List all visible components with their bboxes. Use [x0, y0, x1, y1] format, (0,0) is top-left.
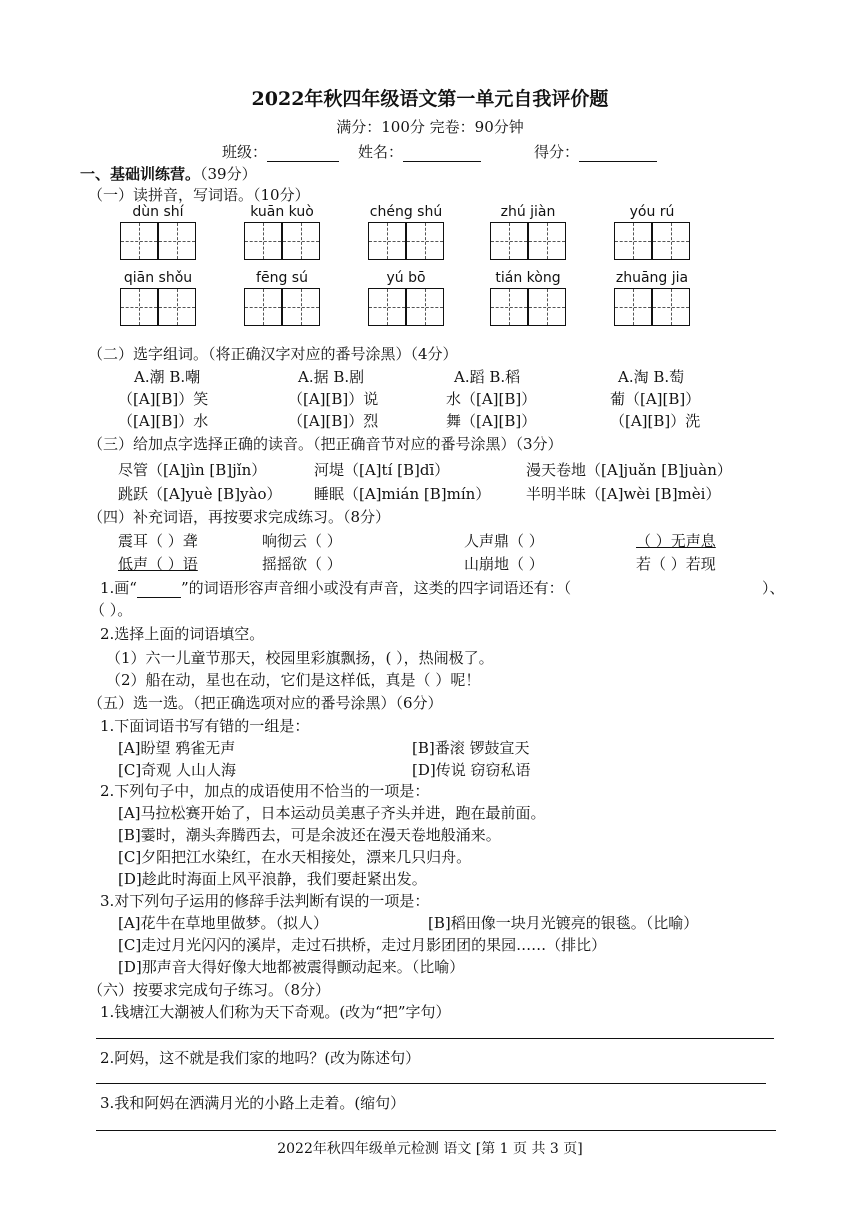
writing-box[interactable] — [120, 288, 158, 326]
choice-item[interactable]: （[A][B]）烈 — [288, 412, 379, 430]
writing-box[interactable] — [244, 288, 282, 326]
pinyin: zhú jiàn — [500, 204, 556, 220]
part1-title: （一）读拼音，写词语。（10分） — [88, 186, 310, 204]
part5-title: （五）选一选。（把正确选项对应的番号涂黑）（6分） — [88, 694, 443, 712]
pinyin: yóu rú — [629, 204, 675, 220]
answer-line[interactable] — [96, 1038, 774, 1039]
score-field — [534, 141, 657, 162]
q-text: ）、 — [762, 579, 785, 597]
part4-title: （四）补充词语，再按要求完成练习。（8分） — [88, 508, 391, 526]
pinyin: tián kòng — [495, 270, 561, 286]
answer-blank[interactable]: （ ）。 — [90, 601, 133, 619]
class-label: 班级： — [222, 143, 268, 161]
option-item[interactable]: [D]趁此时海面上风平浪静，我们要赶紧出发。 — [118, 870, 427, 888]
question-4-1 — [100, 577, 571, 598]
pinyin: dùn shí — [132, 204, 184, 220]
section1-title: 一、基础训练营。 — [80, 165, 201, 183]
name-label: 姓名： — [358, 143, 404, 161]
option-item[interactable]: [B]霎时，潮头奔腾西去，可是余波还在漫天卷地般涌来。 — [118, 826, 501, 844]
reading-item[interactable]: 河堤（[A]tí [B]dī） — [314, 461, 450, 479]
answer-line[interactable] — [96, 1083, 766, 1084]
part3-title: （三）给加点字选择正确的读音。（把正确音节对应的番号涂黑）（3分） — [88, 435, 563, 453]
name-field — [358, 141, 481, 162]
score-blank[interactable] — [579, 147, 657, 162]
writing-box[interactable] — [652, 222, 690, 260]
choice-item[interactable]: （[A][B]）说 — [288, 390, 379, 408]
q-text: ”的词语形容声音细小或没有声音，这类的四字词语还有：（ — [180, 579, 572, 597]
pinyin: zhuāng jia — [615, 270, 689, 286]
pinyin: fēng sú — [256, 270, 308, 286]
writing-box[interactable] — [406, 222, 444, 260]
option-item[interactable]: [C]夕阳把江水染红，在水天相接处，漂来几只归舟。 — [118, 848, 472, 866]
question-6-1: 1.钱塘江大潮被人们称为天下奇观。(改为“把”字句） — [100, 1003, 451, 1021]
answer-line[interactable] — [96, 1130, 776, 1131]
char-options: A.据 B.剧 — [298, 368, 365, 386]
choice-item[interactable]: （[A][B]）水 — [118, 412, 209, 430]
idiom-blank[interactable]: 摇摇欲（ ） — [262, 555, 342, 573]
score-label: 得分： — [534, 143, 580, 161]
page-footer: 2022年秋四年级单元检测 语文 [第 1 页 共 3 页] — [277, 1141, 583, 1157]
question-5-1: 1.下面词语书写有错的一组是： — [100, 717, 310, 735]
reading-item[interactable]: 跳跃（[A]yuè [B]yào） — [118, 485, 282, 503]
writing-box[interactable] — [406, 288, 444, 326]
q-text: 1.画“ — [100, 579, 137, 597]
pinyin: chéng shú — [369, 204, 443, 220]
question-4-2-2[interactable]: （2）船在动，星也在动，它们是这样低，真是（ ）呢！ — [106, 671, 481, 689]
idiom-blank[interactable]: 震耳（ ）聋 — [118, 532, 198, 550]
choice-item[interactable]: 舞（[A][B]） — [446, 412, 537, 430]
underline-sample — [137, 585, 181, 598]
question-4-2-1[interactable]: （1）六一儿童节那天，校园里彩旗飘扬，( ），热闹极了。 — [106, 649, 494, 667]
writing-box[interactable] — [282, 222, 320, 260]
class-field — [222, 141, 339, 162]
pinyin: kuān kuò — [250, 204, 314, 220]
option-item[interactable]: [A]盼望 鸦雀无声 — [118, 739, 236, 757]
idiom-blank[interactable]: 响彻云（ ） — [262, 532, 342, 550]
writing-box[interactable] — [158, 288, 196, 326]
reading-item[interactable]: 漫天卷地（[A]juǎn [B]juàn） — [526, 461, 732, 479]
choice-item[interactable]: （[A][B]）洗 — [610, 412, 701, 430]
writing-box[interactable] — [244, 222, 282, 260]
part2-title: （二）选字组词。（将正确汉字对应的番号涂黑）（4分） — [88, 345, 458, 363]
question-5-2: 2.下列句子中，加点的成语使用不恰当的一项是： — [100, 782, 430, 800]
char-options: A.蹈 B.稻 — [454, 368, 521, 386]
writing-box[interactable] — [368, 288, 406, 326]
idiom-blank[interactable]: 若（ ）若现 — [636, 555, 716, 573]
option-item[interactable]: [B]稻田像一块月光镀亮的银毯。（比喻） — [428, 914, 699, 932]
option-item[interactable]: [B]番滚 锣鼓宣天 — [412, 739, 530, 757]
question-6-3: 3.我和阿妈在洒满月光的小路上走着。(缩句） — [100, 1094, 406, 1112]
char-options: A.淘 B.萄 — [618, 368, 685, 386]
idiom-blank[interactable]: 低声（ ）语 — [118, 555, 198, 573]
writing-box[interactable] — [528, 288, 566, 326]
reading-item[interactable]: 半明半昧（[A]wèi [B]mèi） — [526, 485, 721, 503]
part6-title: （六）按要求完成句子练习。（8分） — [88, 981, 331, 999]
question-4-2: 2.选择上面的词语填空。 — [100, 625, 265, 643]
reading-item[interactable]: 睡眠（[A]mián [B]mín） — [314, 485, 491, 503]
writing-box[interactable] — [614, 288, 652, 326]
question-5-3: 3.对下列句子运用的修辞手法判断有误的一项是： — [100, 892, 430, 910]
writing-box[interactable] — [652, 288, 690, 326]
pinyin: yú bō — [386, 270, 426, 286]
choice-item[interactable]: （[A][B]）笑 — [118, 390, 209, 408]
writing-box[interactable] — [282, 288, 320, 326]
writing-box[interactable] — [490, 288, 528, 326]
idiom-blank[interactable]: 山崩地（ ） — [464, 555, 544, 573]
section1-points: （39分） — [200, 165, 257, 183]
writing-box[interactable] — [528, 222, 566, 260]
reading-item[interactable]: 尽管（[A]jìn [B]jǐn） — [118, 461, 267, 479]
option-item[interactable]: [D]传说 窃窃私语 — [412, 761, 531, 779]
choice-item[interactable]: 水（[A][B]） — [446, 390, 537, 408]
section1-heading — [80, 163, 257, 184]
option-item[interactable]: [C]奇观 人山人海 — [118, 761, 236, 779]
score-info: 满分：100分 完卷：90分钟 — [336, 118, 524, 136]
writing-box[interactable] — [120, 222, 158, 260]
writing-box[interactable] — [368, 222, 406, 260]
idiom-blank[interactable]: （ ）无声息 — [636, 532, 716, 550]
pinyin: qiān shǒu — [123, 270, 193, 286]
question-6-2: 2.阿妈，这不就是我们家的地吗？(改为陈述句） — [100, 1049, 421, 1067]
option-item[interactable]: [A]花牛在草地里做梦。（拟人） — [118, 914, 329, 932]
page-title: 2022年秋四年级语文第一单元自我评价题 — [251, 88, 609, 110]
char-options: A.潮 B.嘲 — [134, 368, 201, 386]
name-blank[interactable] — [403, 147, 481, 162]
writing-box[interactable] — [158, 222, 196, 260]
writing-box[interactable] — [490, 222, 528, 260]
idiom-blank[interactable]: 人声鼎（ ） — [464, 532, 544, 550]
class-blank[interactable] — [267, 147, 339, 162]
option-item[interactable]: [C]走过月光闪闪的溪岸，走过石拱桥，走过月影团团的果园……（排比） — [118, 936, 607, 954]
choice-item[interactable]: 葡（[A][B]） — [610, 390, 701, 408]
option-item[interactable]: [A]马拉松赛开始了，日本运动员美惠子齐头并进，跑在最前面。 — [118, 804, 546, 822]
writing-box[interactable] — [614, 222, 652, 260]
option-item[interactable]: [D]那声音大得好像大地都被震得颤动起来。（比喻） — [118, 958, 465, 976]
